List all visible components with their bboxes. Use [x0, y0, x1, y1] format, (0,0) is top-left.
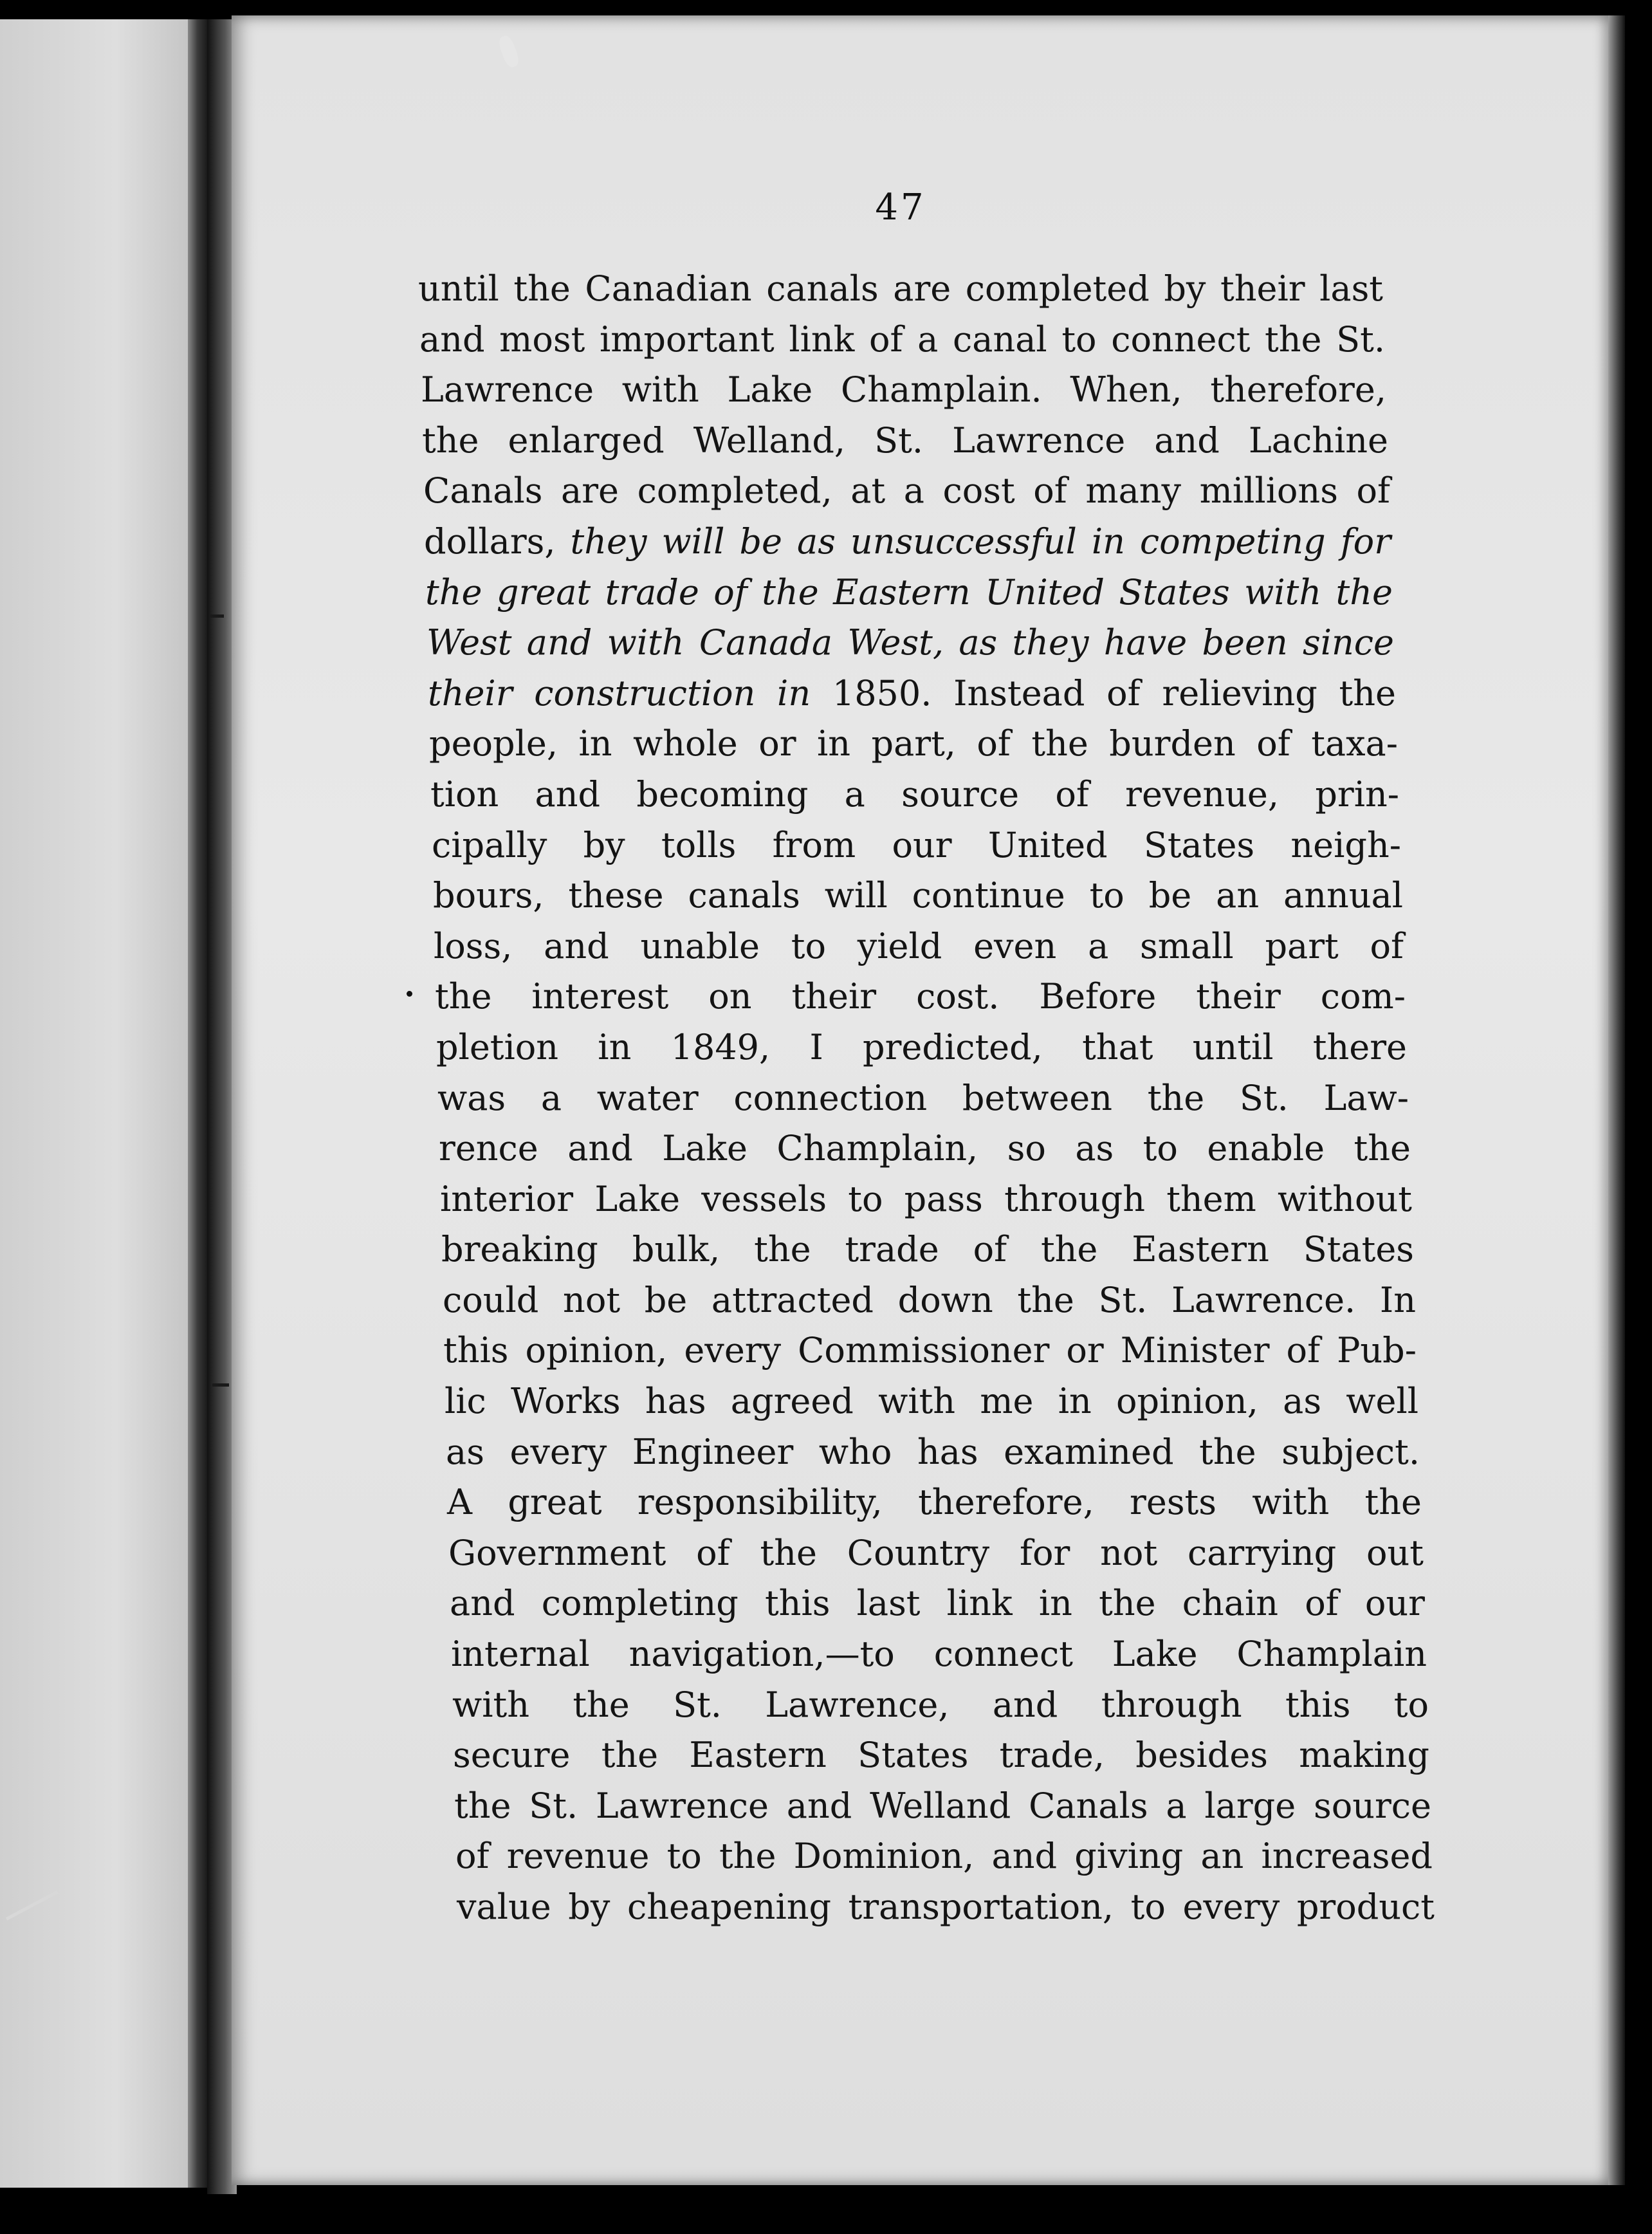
text-line — [452, 1680, 1429, 1731]
text-line — [454, 1781, 1431, 1832]
text-line — [427, 618, 1394, 669]
page-right-edge — [1608, 15, 1625, 2185]
roman-text: could not be attracted down the St. Lawrence. In — [443, 1279, 1416, 1320]
text-line — [437, 1073, 1409, 1124]
text-line — [457, 1882, 1435, 1933]
page-number: 47 — [875, 187, 926, 228]
text-line — [448, 1528, 1424, 1579]
text-line — [447, 1477, 1422, 1528]
text-line — [443, 1275, 1416, 1326]
roman-text: and most important link of a canal to connect the St. — [419, 318, 1385, 360]
previous-page-shadow — [188, 19, 207, 2188]
gutter-mark-bottom — [212, 1383, 229, 1387]
text-line — [419, 315, 1385, 365]
text-line — [453, 1730, 1429, 1781]
text-line — [439, 1123, 1411, 1174]
text-line — [435, 972, 1406, 1022]
text-line — [432, 820, 1401, 871]
text-line — [451, 1629, 1427, 1680]
text-line — [440, 1174, 1412, 1225]
roman-text: the St. Lawrence and Welland Canals a large source — [454, 1785, 1431, 1826]
text-line — [450, 1578, 1425, 1629]
text-line — [441, 1224, 1414, 1275]
roman-text: Government of the Country for not carrying out — [448, 1532, 1424, 1573]
text-line — [446, 1427, 1420, 1478]
roman-text: bours, these canals will continue to be an annual — [433, 875, 1403, 916]
text-line — [445, 1376, 1418, 1427]
text-line — [430, 770, 1399, 820]
italic-text: West and with Canada West, as they have been since — [427, 622, 1394, 663]
roman-text: internal navigation,—to connect Lake Champlain — [451, 1634, 1427, 1675]
roman-text: dollars, — [424, 521, 571, 562]
roman-text: the enlarged Welland, St. Lawrence and Lachine — [422, 420, 1388, 461]
roman-text: and completing this last link in the chain of our — [450, 1583, 1425, 1624]
roman-text: Lawrence with Lake Champlain. When, therefore, — [421, 369, 1386, 411]
roman-text: until the Canadian canals are completed by their last — [418, 268, 1383, 309]
text-line — [421, 365, 1386, 416]
italic-text: the great trade of the Eastern United States with the — [425, 571, 1393, 613]
gutter-mark-top — [210, 614, 224, 618]
previous-page-edge — [0, 19, 193, 2188]
ink-spot — [407, 991, 412, 997]
text-line — [433, 871, 1403, 921]
roman-text: rence and Lake Champlain, so as to enable the — [439, 1128, 1411, 1169]
text-line — [422, 416, 1388, 466]
roman-text: pletion in 1849, I predicted, that until there — [436, 1026, 1407, 1067]
roman-text: the interest on their cost. Before their com- — [435, 976, 1406, 1017]
roman-text: A great responsibility, therefore, rests with the — [447, 1482, 1422, 1523]
roman-text: cipally by tolls from our United States neigh- — [432, 824, 1401, 865]
roman-text: this opinion, every Commissioner or Minister of Pub- — [443, 1330, 1417, 1371]
text-line — [443, 1325, 1417, 1376]
italic-text: their construction in — [428, 672, 832, 714]
text-line — [418, 264, 1383, 315]
roman-text: interior Lake vessels to pass through them without — [440, 1178, 1412, 1219]
roman-text: as every Engineer who has examined the subject. — [446, 1431, 1420, 1472]
italic-text: they will be as unsuccessful in competing for — [570, 521, 1391, 562]
roman-text: value by cheapening transportation, to every product — [457, 1887, 1435, 1927]
text-line — [455, 1831, 1433, 1882]
text-line — [423, 466, 1390, 517]
text-line — [436, 1022, 1407, 1073]
text-line — [424, 517, 1391, 568]
text-line — [425, 568, 1393, 618]
roman-text: tion and becoming a source of revenue, prin- — [430, 773, 1399, 815]
text-line — [429, 719, 1398, 770]
roman-text: breaking bulk, the trade of the Eastern States — [441, 1229, 1414, 1270]
text-line — [434, 921, 1404, 972]
roman-text: Canals are completed, at a cost of many millions of — [423, 470, 1390, 512]
roman-text: lic Works has agreed with me in opinion, as well — [445, 1381, 1418, 1422]
roman-text: of revenue to the Dominion, and giving an increased — [455, 1836, 1433, 1877]
text-line — [428, 669, 1396, 719]
roman-text: with the St. Lawrence, and through this to — [452, 1684, 1429, 1725]
roman-text: loss, and unable to yield even a small part of — [434, 925, 1404, 966]
roman-text: people, in whole or in part, of the burden of taxa- — [429, 723, 1398, 764]
roman-text: secure the Eastern States trade, besides making — [453, 1735, 1429, 1776]
body-text — [418, 264, 1435, 1933]
roman-text: was a water connection between the St. Law- — [437, 1077, 1409, 1118]
roman-text: 1850. Instead of relieving the — [832, 672, 1396, 714]
